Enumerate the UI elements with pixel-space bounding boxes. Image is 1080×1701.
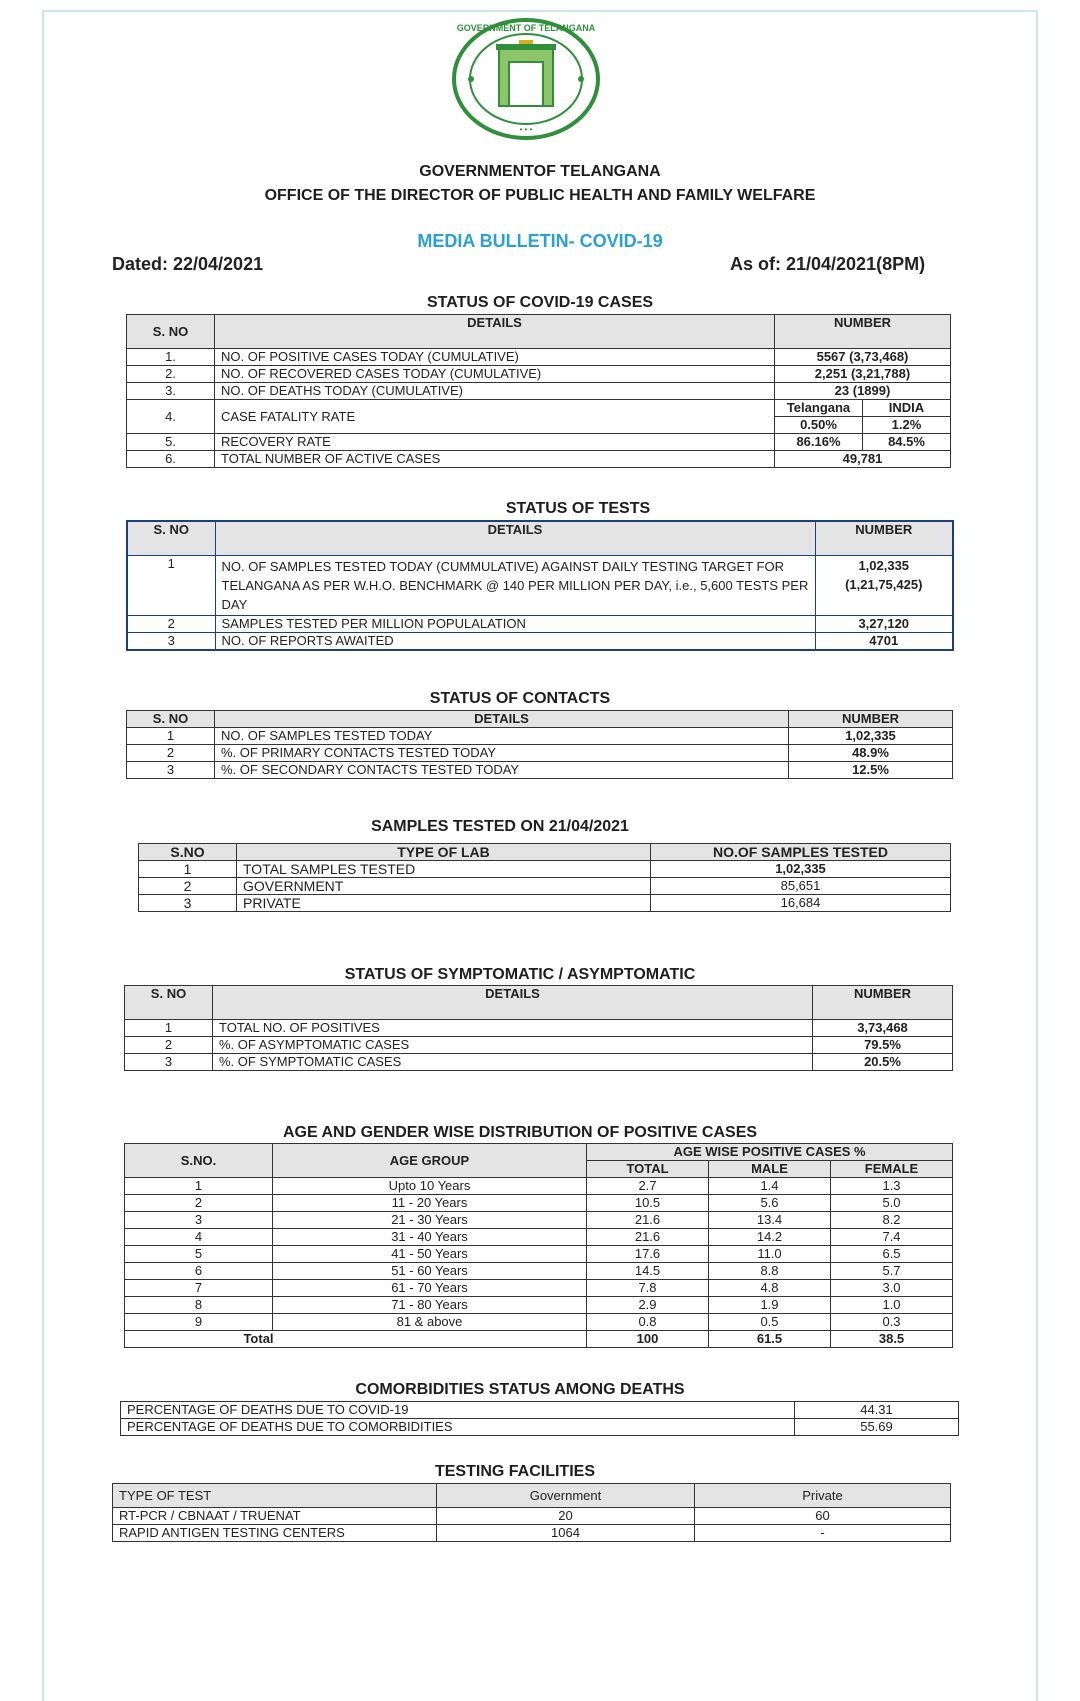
dated-label: Dated: 22/04/2021	[112, 254, 264, 274]
col-number: NUMBER	[813, 986, 953, 1020]
facilities-section-title: TESTING FACILITIES	[434, 1463, 595, 1480]
col-sno: S. NO	[127, 521, 215, 555]
col-female: FEMALE	[831, 1161, 953, 1178]
col-sno: S. NO	[127, 315, 215, 349]
svg-text:GOVERNMENT OF TELANGANA: GOVERNMENT OF TELANGANA	[456, 23, 596, 33]
contacts-table	[126, 710, 953, 779]
bulletin-title: MEDIA BULLETIN- COVID-19	[417, 231, 663, 251]
table-row: 1 NO. OF SAMPLES TESTED TODAY (CUMMULATIVE) AGAINST DAILY TESTING TARGET FOR TELANGANA AS PER W.H.O. BENCHMARK @ 140 PER MILLION PER DAY, i.e., 5,600 TESTS PER DAY 1,02,335 (1,21,75,425)	[127, 555, 953, 615]
table-row: 4 31 - 40 Years 21.6 14.2 7.4	[125, 1229, 953, 1246]
age-table	[124, 1143, 953, 1348]
cases-section-title: STATUS OF COVID-19 CASES	[426, 294, 654, 311]
samples-section-title: SAMPLES TESTED ON 21/04/2021	[371, 818, 629, 835]
col-age-group: AGE GROUP	[273, 1144, 587, 1178]
tests-today-value: 1,02,335	[858, 557, 910, 573]
col-total: TOTAL	[587, 1161, 709, 1178]
comorbid-section-title: COMORBIDITIES STATUS AMONG DEATHS	[355, 1381, 685, 1398]
table-row: 1 NO. OF SAMPLES TESTED TODAY 1,02,335	[127, 728, 953, 745]
total-row: Total 100 61.5 38.5	[125, 1331, 953, 1348]
table-row: 3 %. OF SECONDARY CONTACTS TESTED TODAY 12.5%	[127, 762, 953, 779]
col-sno: S. NO	[125, 986, 213, 1020]
col-type: TYPE OF TEST	[113, 1484, 437, 1508]
table-row: 8 71 - 80 Years 2.9 1.9 1.0	[125, 1297, 953, 1314]
tests-cumulative-value: (1,21,75,425)	[845, 576, 923, 592]
office-title: OFFICE OF THE DIRECTOR OF PUBLIC HEALTH AND FAMILY WELFARE	[264, 187, 816, 204]
col-samples: NO.OF SAMPLES TESTED	[651, 844, 951, 861]
col-sno: S.NO.	[125, 1144, 273, 1178]
table-row: 3 21 - 30 Years 21.6 13.4 8.2	[125, 1212, 953, 1229]
symptomatic-section-title: STATUS OF SYMPTOMATIC / ASYMPTOMATIC	[344, 966, 696, 983]
tests-table	[126, 520, 954, 651]
col-sno: S.NO	[139, 844, 237, 861]
table-row: 1. NO. OF POSITIVE CASES TODAY (CUMULATIVE) 5567 (3,73,468)	[127, 349, 951, 366]
col-private: Private	[695, 1484, 951, 1508]
as-of-label: As of: 21/04/2021(8PM)	[730, 254, 926, 274]
col-details: DETAILS	[213, 986, 813, 1020]
table-row: 2 GOVERNMENT 85,651	[139, 878, 951, 895]
col-number: NUMBER	[815, 521, 953, 555]
table-row: 2 %. OF ASYMPTOMATIC CASES 79.5%	[125, 1037, 953, 1054]
col-number: NUMBER	[775, 315, 951, 349]
cases-table	[126, 314, 951, 468]
table-row: 9 81 & above 0.8 0.5 0.3	[125, 1314, 953, 1331]
table-row: 2 11 - 20 Years 10.5 5.6 5.0	[125, 1195, 953, 1212]
tests-section-title: STATUS OF TESTS	[505, 500, 651, 517]
table-row: 2. NO. OF RECOVERED CASES TODAY (CUMULATIVE) 2,251 (3,21,788)	[127, 366, 951, 383]
table-row: 1 TOTAL NO. OF POSITIVES 3,73,468	[125, 1020, 953, 1037]
samples-table	[138, 843, 951, 912]
table-row: 4. CASE FATALITY RATE Telangana INDIA	[127, 400, 951, 417]
svg-text:• • •: • • •	[519, 125, 533, 134]
age-section-title: AGE AND GENDER WISE DISTRIBUTION OF POSITIVE CASES	[282, 1124, 758, 1141]
col-details: DETAILS	[215, 521, 815, 555]
table-row: 3. NO. OF DEATHS TODAY (CUMULATIVE) 23 (1899)	[127, 383, 951, 400]
col-male: MALE	[709, 1161, 831, 1178]
table-row: 7 61 - 70 Years 7.8 4.8 3.0	[125, 1280, 953, 1297]
col-details: DETAILS	[215, 711, 789, 728]
table-row: PERCENTAGE OF DEATHS DUE TO COMORBIDITIES 55.69	[121, 1419, 959, 1436]
table-row: 2 SAMPLES TESTED PER MILLION POPULALATION 3,27,120	[127, 615, 953, 632]
table-row: RAPID ANTIGEN TESTING CENTERS 1064 -	[113, 1525, 951, 1542]
table-row: 3 PRIVATE 16,684	[139, 895, 951, 912]
col-details: DETAILS	[215, 315, 775, 349]
facilities-table	[112, 1483, 951, 1542]
government-emblem	[451, 18, 601, 140]
table-row: 5. RECOVERY RATE 86.16% 84.5%	[127, 434, 951, 451]
table-row: 5 41 - 50 Years 17.6 11.0 6.5	[125, 1246, 953, 1263]
col-government: Government	[437, 1484, 695, 1508]
col-type: TYPE OF LAB	[237, 844, 651, 861]
table-row: 3 %. OF SYMPTOMATIC CASES 20.5%	[125, 1054, 953, 1071]
col-number: NUMBER	[789, 711, 953, 728]
comorbid-table	[120, 1401, 959, 1436]
department-title: GOVERNMENTOF TELANGANA	[419, 163, 661, 180]
col-sno: S. NO	[127, 711, 215, 728]
table-row: 2 %. OF PRIMARY CONTACTS TESTED TODAY 48.9%	[127, 745, 953, 762]
symptomatic-table	[124, 985, 953, 1071]
contacts-section-title: STATUS OF CONTACTS	[429, 690, 611, 707]
table-row: 3 NO. OF REPORTS AWAITED 4701	[127, 632, 953, 650]
table-row: 1 Upto 10 Years 2.7 1.4 1.3	[125, 1178, 953, 1195]
table-row: 6 51 - 60 Years 14.5 8.8 5.7	[125, 1263, 953, 1280]
table-row: PERCENTAGE OF DEATHS DUE TO COVID-19 44.31	[121, 1402, 959, 1419]
table-row: 6. TOTAL NUMBER OF ACTIVE CASES 49,781	[127, 451, 951, 468]
table-row: RT-PCR / CBNAAT / TRUENAT 20 60	[113, 1508, 951, 1525]
table-row: 1 TOTAL SAMPLES TESTED 1,02,335	[139, 861, 951, 878]
col-age-wise: AGE WISE POSITIVE CASES %	[587, 1144, 953, 1161]
table-row: 0.50% 1.2%	[127, 417, 951, 434]
